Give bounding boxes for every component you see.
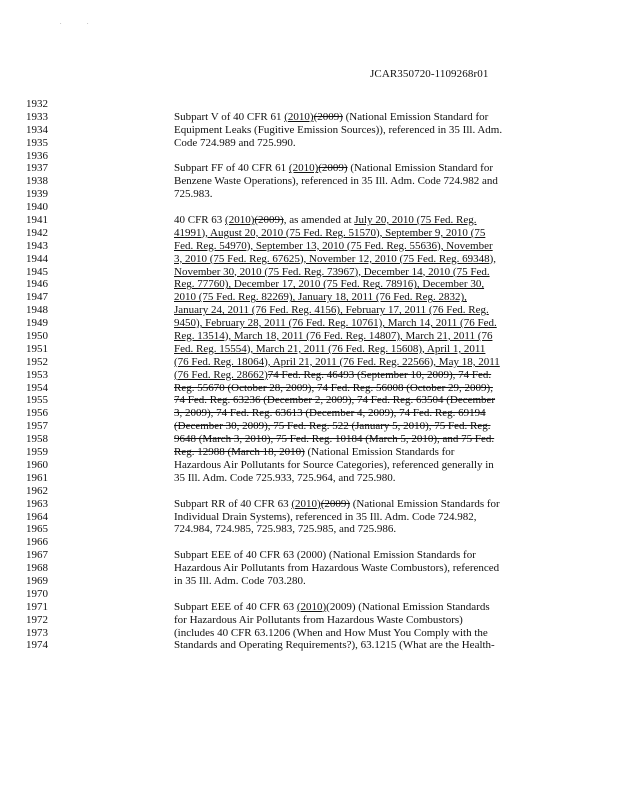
text-segment: 40 CFR 63 (174, 214, 226, 227)
deleted-text: (December 30, 2009), 75 Fed. Reg. 522 (January 5, 2010), 75 Fed. Reg. (174, 420, 491, 433)
inserted-text: (2010) (284, 110, 314, 123)
text-segment: 724.984, 724.985, 725.983, 725.985, and 725.986. (174, 523, 397, 536)
line-number: 1973 (26, 626, 48, 639)
deleted-text: (2009) (318, 162, 348, 175)
line-number: 1943 (26, 239, 48, 252)
text-line (174, 601, 534, 614)
line-number: 1945 (26, 265, 48, 278)
line-number: 1953 (26, 368, 48, 381)
inserted-text: (2010) (296, 600, 327, 613)
text-segment: Hazardous Air Pollutants from Hazardous Waste Combustors), referenced (174, 562, 500, 575)
text-line (174, 614, 534, 627)
inserted-text: July 20, 2010 (75 Fed. Reg. (354, 214, 477, 227)
text-line (174, 446, 534, 459)
line-number: 1956 (26, 407, 48, 420)
deleted-text: (2009) (313, 110, 343, 123)
line-number: 1966 (26, 536, 48, 549)
text-line (174, 304, 534, 317)
inserted-text: 9450), February 28, 2011 (76 Fed. Reg. 10761), March 14, 2011 (76 Fed. (174, 317, 497, 330)
inserted-text: 2010 (75 Fed. Reg. 82269), January 18, 2011 (76 Fed. Reg. 2832), (174, 291, 467, 304)
line-number: 1936 (26, 149, 48, 162)
line-number: 1967 (26, 549, 48, 562)
line-number: 1940 (26, 201, 48, 214)
text-line (174, 291, 534, 304)
text-segment: for Hazardous Air Pollutants from Hazardous Waste Combustors) (174, 613, 463, 626)
line-number: 1972 (26, 613, 48, 626)
text-line (174, 253, 534, 266)
text-line (174, 562, 534, 575)
text-line (174, 394, 534, 407)
deleted-text: 9648 (March 3, 2010), 75 Fed. Reg. 10184 (March 5, 2010), and 75 Fed. (174, 433, 495, 446)
inserted-text: (76 Fed. Reg. 18064), April 21, 2011 (76 Fed. Reg. 22566), May 18, 2011 (174, 355, 500, 368)
line-number: 1947 (26, 291, 48, 304)
inserted-text: (2010) (291, 497, 321, 510)
line-number: 1944 (26, 252, 48, 265)
inserted-text: (2010) (288, 162, 319, 175)
text-line (174, 498, 534, 511)
line-number: 1974 (26, 639, 48, 652)
line-number: 1951 (26, 342, 48, 355)
text-line (174, 472, 534, 485)
inserted-text: Reg. 13514), March 18, 2011 (76 Fed. Reg. 14807), March 21, 2011 (76 (174, 330, 493, 343)
text-segment: (National Emission Standards for (304, 446, 455, 459)
text-line (174, 627, 534, 640)
line-number: 1949 (26, 317, 48, 330)
inserted-text: Reg. 77760), December 17, 2010 (75 Fed. Reg. 78916), December 30, (174, 278, 485, 291)
text-line (174, 523, 534, 536)
text-segment: Subpart V of 40 CFR 61 (174, 110, 285, 123)
line-number: 1964 (26, 510, 48, 523)
text-line (174, 407, 534, 420)
text-line (174, 575, 534, 588)
line-number: 1946 (26, 278, 48, 291)
text-line (174, 639, 534, 652)
line-number: 1959 (26, 446, 48, 459)
text-segment: Standards and Operating Requirements?), 63.1215 (What are the Health- (174, 639, 495, 652)
deleted-text: (2009) (320, 497, 351, 510)
text-segment: Individual Drain Systems), referenced in 35 Ill. Adm. Code 724.982, (174, 510, 477, 523)
inserted-text: 3, 2010 (75 Fed. Reg. 67625), November 12, 2010 (75 Fed. Reg. 69348), (174, 252, 497, 265)
text-segment: Subpart FF of 40 CFR 61 (174, 162, 289, 175)
text-line (174, 536, 534, 549)
text-line (174, 420, 534, 433)
line-number: 1948 (26, 304, 48, 317)
deleted-text: (2009) (254, 214, 284, 227)
inserted-text: January 24, 2011 (76 Fed. Reg. 4156), February 17, 2011 (76 Fed. Reg. (174, 304, 489, 317)
deleted-text: Reg. 55670 (October 28, 2009), 74 Fed. Reg. 56008 (October 29, 2009), (174, 381, 493, 394)
text-line (174, 98, 534, 111)
inserted-text: Fed. Reg. 15554), March 21, 2011 (76 Fed. Reg. 15608), April 1, 2011 (174, 342, 486, 355)
text-segment: 725.983. (174, 188, 213, 201)
line-number: 1937 (26, 162, 48, 175)
text-line (174, 201, 534, 214)
text-line (174, 459, 534, 472)
text-line (174, 240, 534, 253)
text-line (174, 369, 534, 382)
deleted-text: Reg. 12988 (March 18, 2010) (174, 446, 305, 459)
line-number-column (26, 98, 56, 652)
body-text (174, 98, 534, 652)
line-number: 1934 (26, 123, 48, 136)
text-segment: Subpart EEE of 40 CFR 63 (2000) (National Emission Standards for (174, 549, 476, 562)
line-number: 1963 (26, 497, 48, 510)
text-line (174, 433, 534, 446)
line-number: 1961 (26, 471, 48, 484)
text-line (174, 330, 534, 343)
document-code: JCAR350720-1109268r01 (370, 68, 489, 80)
line-number: 1932 (26, 98, 48, 110)
text-line (174, 382, 534, 395)
text-line (174, 343, 534, 356)
text-segment: (National Emission Standard for (342, 110, 489, 123)
text-segment: (includes 40 CFR 63.1206 (When and How Must You Comply with the (174, 626, 488, 639)
text-line (174, 588, 534, 601)
text-line (174, 150, 534, 163)
line-number: 1965 (26, 523, 48, 536)
text-line (174, 356, 534, 369)
inserted-text: November 30, 2010 (75 Fed. Reg. 73967), December 14, 2010 (75 Fed. (174, 265, 490, 278)
deleted-text: 74 Fed. Reg. 63236 (December 2, 2009), 74 Fed. Reg. 63504 (December (174, 394, 496, 407)
text-line (174, 124, 534, 137)
line-number: 1955 (26, 394, 48, 407)
line-number: 1971 (26, 600, 48, 613)
text-segment: 35 Ill. Adm. Code 725.933, 725.964, and 725.980. (174, 471, 396, 484)
line-number: 1942 (26, 226, 48, 239)
text-line (174, 549, 534, 562)
line-number: 1938 (26, 175, 48, 188)
inserted-text: Fed. Reg. 54970), September 13, 2010 (75 Fed. Reg. 55636), November (174, 239, 493, 252)
inserted-text: (2010) (225, 214, 255, 227)
text-line (174, 317, 534, 330)
line-number: 1962 (26, 484, 48, 497)
text-line (174, 227, 534, 240)
line-number: 1950 (26, 330, 48, 343)
text-segment: Hazardous Air Pollutants for Source Categories), referenced generally in (174, 458, 494, 471)
text-segment: Code 724.989 and 725.990. (174, 136, 296, 149)
text-line (174, 485, 534, 498)
text-line (174, 214, 534, 227)
text-segment: Subpart EEE of 40 CFR 63 (174, 600, 297, 613)
text-line (174, 266, 534, 279)
line-number: 1957 (26, 420, 48, 433)
line-number: 1958 (26, 433, 48, 446)
text-line (174, 188, 534, 201)
text-segment: Subpart RR of 40 CFR 63 (174, 497, 292, 510)
line-number: 1968 (26, 562, 48, 575)
inserted-text: 41991), August 20, 2010 (75 Fed. Reg. 51570), September 9, 2010 (75 (174, 226, 486, 239)
text-segment: (2009) (National Emission Standards (326, 600, 490, 613)
text-segment: (National Emission Standard for (347, 162, 493, 175)
text-segment: Benzene Waste Operations), referenced in 35 Ill. Adm. Code 724.982 and (174, 175, 498, 188)
text-line (174, 278, 534, 291)
line-number: 1954 (26, 381, 48, 394)
line-number: 1960 (26, 458, 48, 471)
text-line (174, 175, 534, 188)
text-segment: in 35 Ill. Adm. Code 703.280. (174, 574, 306, 587)
text-line (174, 137, 534, 150)
line-number: 1935 (26, 136, 48, 149)
deleted-text: 3, 2009), 74 Fed. Reg. 63613 (December 4, 2009), 74 Fed. Reg. 69194 (174, 407, 486, 420)
text-segment: , as amended at (283, 214, 355, 227)
corner-marks: . . (60, 20, 101, 26)
inserted-text: (76 Fed. Reg. 28662) (174, 368, 268, 381)
text-line (174, 162, 534, 175)
text-segment: Equipment Leaks (Fugitive Emission Sources)), referenced in 35 Ill. Adm. (174, 123, 503, 136)
line-number: 1970 (26, 587, 48, 600)
line-number: 1939 (26, 188, 48, 201)
line-number: 1969 (26, 574, 48, 587)
line-number: 1933 (26, 110, 48, 123)
text-line (174, 111, 534, 124)
line-number: 1952 (26, 355, 48, 368)
deleted-text: 74 Fed. Reg. 46493 (September 10, 2009), 74 Fed. (267, 368, 492, 381)
text-segment: (National Emission Standards for (350, 497, 500, 510)
line-number: 1941 (26, 214, 48, 227)
text-line (174, 511, 534, 524)
